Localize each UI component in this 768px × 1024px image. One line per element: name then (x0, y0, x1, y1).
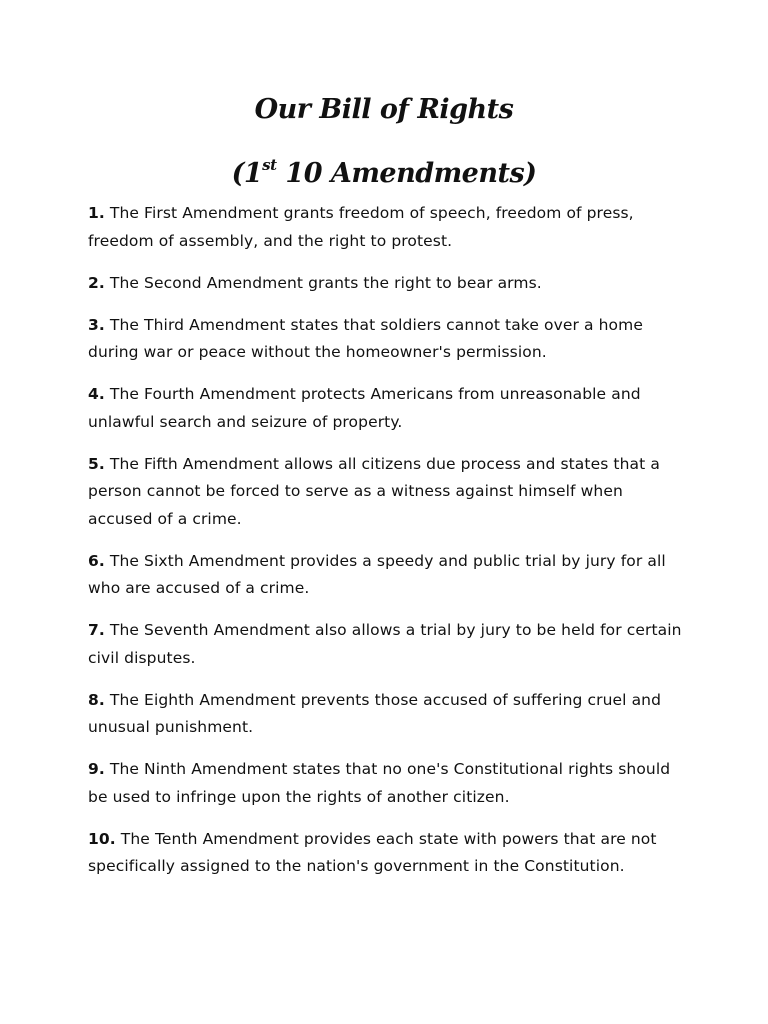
amendment-item-2 (88, 270, 688, 298)
amendment-number: 2. (88, 273, 105, 292)
amendment-text: The Seventh Amendment also allows a trial by jury to be held for certain civil disputes. (88, 621, 682, 667)
amendment-text: The Third Amendment states that soldiers cannot take over a home during war or peace without the homeowner's permission. (88, 315, 643, 361)
amendment-number: 9. (88, 760, 105, 778)
amendment-item-7 (88, 617, 688, 672)
amendment-item-3 (88, 312, 688, 367)
amendment-number: 7. (88, 621, 105, 639)
amendment-item-5 (88, 451, 688, 534)
amendment-number: 10. (88, 829, 116, 848)
amendment-item-9 (88, 756, 688, 811)
amendment-number: 8. (88, 690, 105, 709)
amendment-text: The Tenth Amendment provides each state with powers that are not specifically assigned to the nation's government in the Constitution. (88, 829, 657, 875)
amendment-text: The Second Amendment grants the right to bear arms. (104, 273, 542, 292)
amendments-list (88, 200, 688, 895)
amendment-text: The First Amendment grants freedom of speech, freedom of press, freedom of assembly, and the right to protest. (88, 204, 634, 250)
amendment-number: 4. (88, 385, 105, 403)
amendment-item-10 (88, 826, 688, 881)
page-subtitle (0, 152, 768, 189)
amendment-item-6 (88, 548, 688, 603)
subtitle-open: ( (231, 158, 244, 189)
subtitle-ordinal-suffix: st (262, 156, 277, 174)
subtitle-rest: 10 Amendments) (276, 158, 537, 189)
amendment-item-1 (88, 200, 688, 255)
amendment-item-8 (88, 687, 688, 742)
amendment-text: The Fifth Amendment allows all citizens due process and states that a person cannot be forced to serve as a witness against himself when accused of a crime. (88, 454, 660, 528)
subtitle-ordinal-number: 1 (243, 158, 263, 189)
amendment-item-4 (88, 381, 688, 436)
amendment-text: The Ninth Amendment states that no one's Constitutional rights should be used to infringe upon the rights of another citizen. (88, 760, 671, 806)
amendment-number: 6. (88, 551, 105, 570)
amendment-text: The Fourth Amendment protects Americans from unreasonable and unlawful search and seizure of property. (88, 385, 641, 431)
amendment-text: The Sixth Amendment provides a speedy and public trial by jury for all who are accused of a crime. (88, 551, 666, 597)
amendment-number: 3. (88, 315, 105, 334)
amendment-number: 1. (88, 204, 105, 222)
amendment-text: The Eighth Amendment prevents those accused of suffering cruel and unusual punishment. (88, 690, 662, 736)
page-title: Our Bill of Rights (254, 94, 514, 125)
amendment-number: 5. (88, 454, 105, 473)
